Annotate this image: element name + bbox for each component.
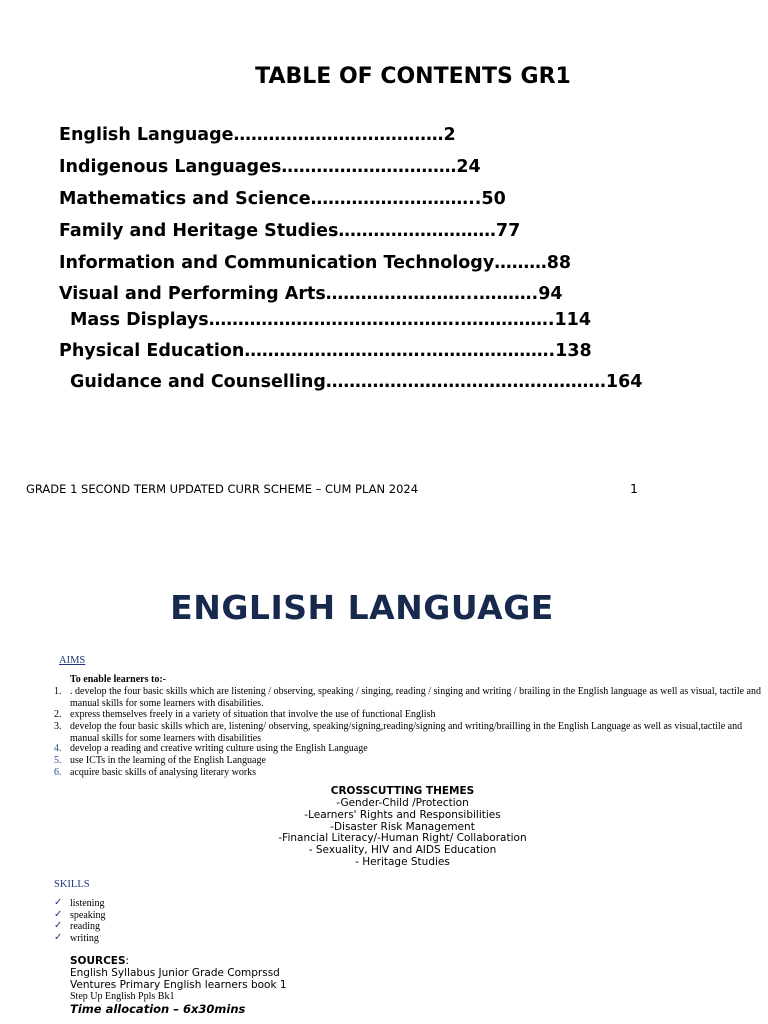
aim-number: 3.: [54, 721, 62, 732]
page-number: 1: [630, 481, 638, 496]
toc-entry-ict: Information and Communication Technology………88: [59, 253, 572, 273]
themes-title: CROSSCUTTING THEMES: [330, 785, 475, 797]
section-heading: ENGLISH LANGUAGE: [170, 588, 554, 627]
sources-label-colon: :: [125, 955, 130, 967]
toc-entry-physical-education: Physical Education………………………….………………….138: [59, 341, 592, 361]
aim-number: 6.: [54, 767, 62, 778]
toc-title: TABLE OF CONTENTS GR1: [255, 64, 571, 89]
toc-entry-family-heritage: Family and Heritage Studies………………………77: [59, 221, 521, 241]
aim-number: 5.: [54, 755, 62, 766]
checkmark-icon: ✓: [54, 897, 63, 908]
page-footer-text: GRADE 1 SECOND TERM UPDATED CURR SCHEME – CUM PLAN 2024: [26, 482, 419, 496]
theme-item: -Financial Literacy/-Human Right/ Collaboration: [278, 832, 527, 844]
toc-entry-guidance-counselling: Guidance and Counselling…………………………………………164: [70, 372, 643, 392]
skill-item: listening: [70, 898, 105, 909]
theme-item: -Disaster Risk Management: [330, 821, 475, 833]
skill-item: writing: [70, 933, 99, 944]
aims-intro: To enable learners to:-: [70, 674, 167, 685]
aim-number: 4.: [54, 743, 62, 754]
aim-text: acquire basic skills of analysing literary works: [70, 767, 257, 778]
skill-item: speaking: [70, 910, 106, 921]
aim-text: . develop the four basic skills which are listening / observing, speaking / singing, reading / singing and writing / brailing in the English language as well as visual, tactile and manual skills for some learners with disabilities.: [70, 686, 761, 709]
sources-label: [70, 955, 129, 967]
theme-item: -Learners' Rights and Responsibilities: [304, 809, 501, 821]
toc-entry-english-language: English Language………………………………2: [59, 125, 456, 145]
aim-text: develop a reading and creative writing culture using the English Language: [70, 743, 368, 754]
aim-number: 1.: [54, 686, 62, 697]
checkmark-icon: ✓: [54, 909, 63, 920]
theme-item: - Sexuality, HIV and AIDS Education: [308, 844, 497, 856]
toc-entry-mathematics-science: Mathematics and Science………………………..50: [59, 189, 506, 209]
aim-text: express themselves freely in a variety of situation that involve the use of functional English: [70, 709, 436, 720]
aims-heading: AIMS: [59, 655, 86, 666]
source-item: Ventures Primary English learners book 1: [70, 979, 287, 991]
toc-entry-visual-performing-arts: Visual and Performing Arts……………………..……….94: [59, 284, 563, 304]
toc-entry-indigenous-languages: Indigenous Languages…………………………24: [59, 157, 481, 177]
time-allocation: Time allocation – 6x30mins: [70, 1002, 246, 1016]
skill-item: reading: [70, 921, 100, 932]
checkmark-icon: ✓: [54, 932, 63, 943]
source-item: English Syllabus Junior Grade Comprssd: [70, 967, 280, 979]
source-item: Step Up English Ppls Bk1: [70, 991, 175, 1002]
checkmark-icon: ✓: [54, 920, 63, 931]
theme-item: - Heritage Studies: [355, 856, 450, 868]
sources-label-text: SOURCES: [70, 955, 126, 967]
aim-text: develop the four basic skills which are, listening/ observing, speaking/signing,reading/signing and writing/brailling in the English Language as well as visual,tactile and manual skills for some learners with disabilities: [70, 721, 743, 744]
theme-item: -Gender-Child /Protection: [336, 797, 469, 809]
skills-heading: SKILLS: [54, 879, 90, 890]
aim-text: use ICTs in the learning of the English Language: [70, 755, 266, 766]
aim-number: 2.: [54, 709, 62, 720]
toc-entry-mass-displays: Mass Displays…………………………………….…………….114: [70, 310, 592, 330]
